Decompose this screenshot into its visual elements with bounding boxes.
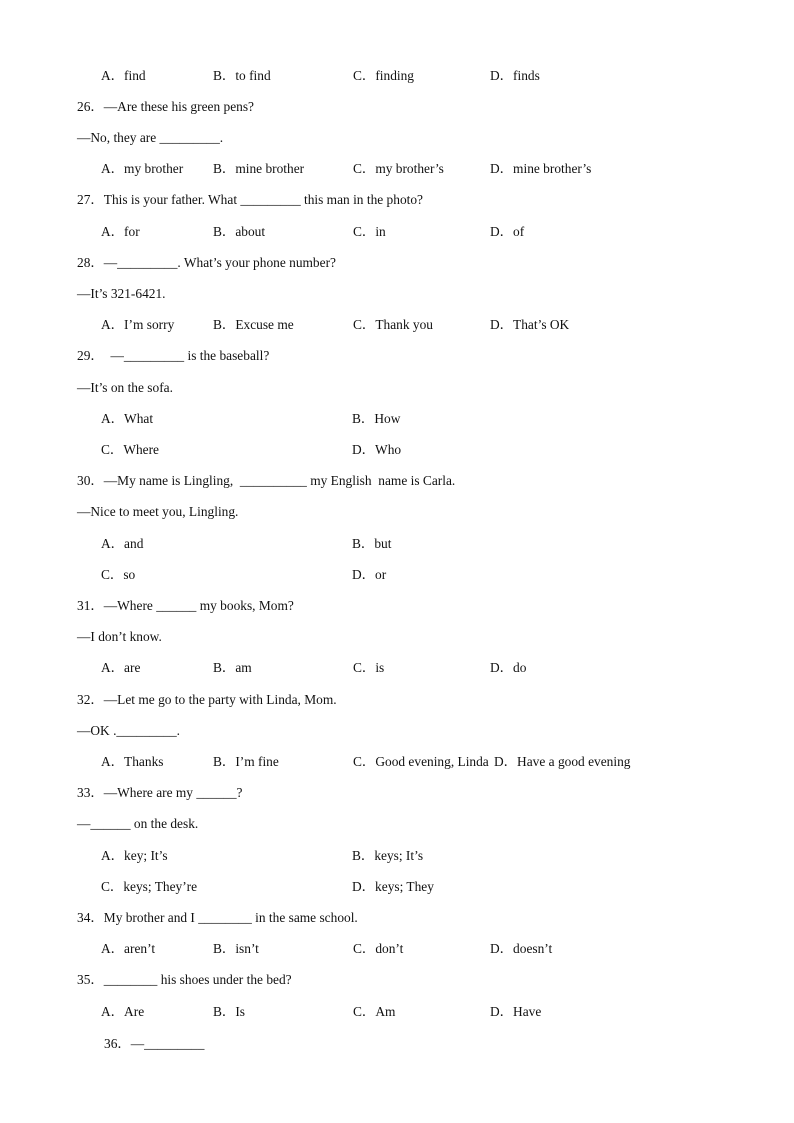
option-c: C．so [101, 567, 136, 582]
option-a: A．find [101, 68, 146, 83]
question-27-stem: 27．This is your father. What _________ this man in the photo? [77, 192, 424, 207]
option-a: A．key; It’s [101, 848, 168, 863]
question-33-reply: —______ on the desk. [77, 816, 199, 831]
option-c: C．is [353, 660, 385, 675]
option-a: A．aren’t [101, 941, 156, 956]
option-c: C．don’t [353, 941, 404, 956]
option-c: C．Good evening, Linda [353, 754, 489, 769]
option-d: D．finds [490, 68, 540, 83]
option-b: B．keys; It’s [352, 848, 424, 863]
option-d: D．Who [352, 442, 402, 457]
question-26-stem: 26．—Are these his green pens? [77, 99, 255, 114]
option-a: A．What [101, 411, 154, 426]
option-a: A．I’m sorry [101, 317, 175, 332]
option-a: A．and [101, 536, 144, 551]
question-31-stem: 31．—Where ______ my books, Mom? [77, 598, 294, 613]
question-31-reply: —I don’t know. [77, 629, 162, 644]
option-b: B．am [213, 660, 252, 675]
option-c: C．in [353, 224, 386, 239]
option-b: B．but [352, 536, 392, 551]
option-d: D．do [490, 660, 527, 675]
option-c: C．finding [353, 68, 415, 83]
option-a: A．for [101, 224, 140, 239]
question-28-stem: 28．—_________. What’s your phone number? [77, 255, 336, 270]
question-30-reply: —Nice to meet you, Lingling. [77, 504, 239, 519]
question-35-stem: 35．________ his shoes under the bed? [77, 972, 292, 987]
option-d: D．Have [490, 1004, 542, 1019]
option-a: A．Are [101, 1004, 145, 1019]
question-26-reply: —No, they are _________. [77, 130, 224, 145]
question-36-stem: 36．—_________ [104, 1036, 205, 1051]
option-c: C．Thank you [353, 317, 433, 332]
question-32-reply: —OK ._________. [77, 723, 181, 738]
option-b: B．I’m fine [213, 754, 279, 769]
option-d: D．keys; They [352, 879, 434, 894]
option-a: A．my brother [101, 161, 184, 176]
option-a: A．Thanks [101, 754, 164, 769]
option-c: C．Where [101, 442, 160, 457]
question-33-stem: 33．—Where are my ______? [77, 785, 243, 800]
option-b: B．How [352, 411, 401, 426]
option-d: D．of [490, 224, 525, 239]
option-b: B．about [213, 224, 266, 239]
option-b: B．to find [213, 68, 271, 83]
option-b: B．Is [213, 1004, 245, 1019]
option-a: A．are [101, 660, 141, 675]
option-d: D．doesn’t [490, 941, 553, 956]
question-30-stem: 30．—My name is Lingling, __________ my English name is Carla. [77, 473, 456, 488]
option-c: C．Am [353, 1004, 396, 1019]
option-b: B．mine brother [213, 161, 305, 176]
question-34-stem: 34．My brother and I ________ in the same school. [77, 910, 358, 925]
option-d: D．Have a good evening [494, 754, 631, 769]
question-29-stem: 29． —_________ is the baseball? [77, 348, 270, 363]
question-28-reply: —It’s 321-6421. [77, 286, 166, 301]
option-d: D．That’s OK [490, 317, 570, 332]
option-d: D．mine brother’s [490, 161, 592, 176]
option-c: C．keys; They’re [101, 879, 198, 894]
option-c: C．my brother’s [353, 161, 444, 176]
option-b: B．isn’t [213, 941, 259, 956]
option-d: D．or [352, 567, 387, 582]
option-b: B．Excuse me [213, 317, 294, 332]
question-29-reply: —It’s on the sofa. [77, 380, 173, 395]
question-32-stem: 32．—Let me go to the party with Linda, Mom. [77, 692, 337, 707]
